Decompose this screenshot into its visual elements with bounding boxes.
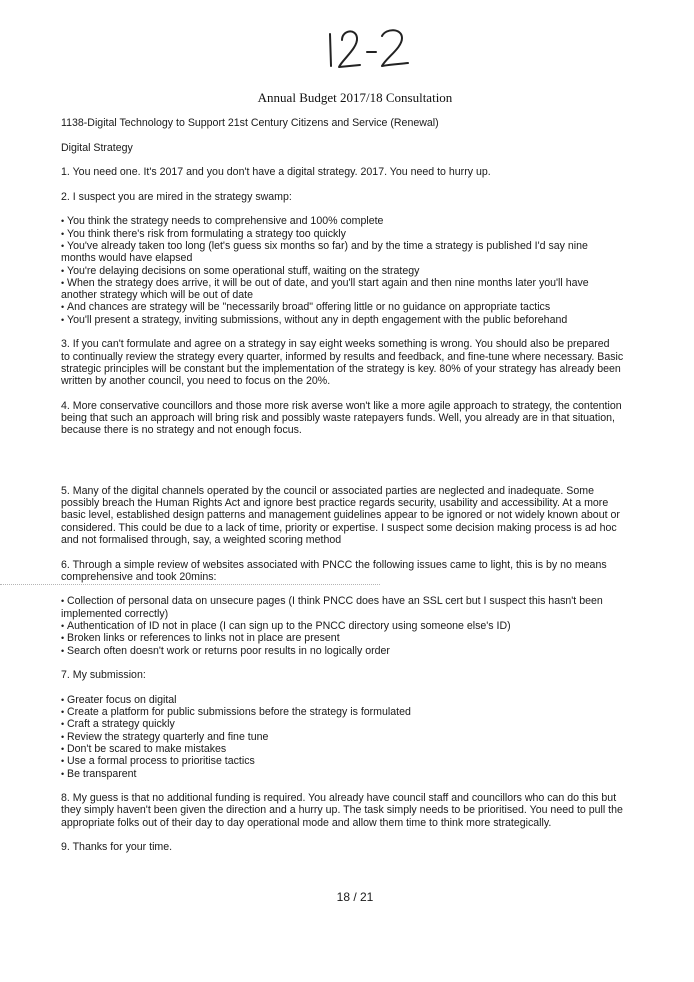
- paragraph-6-line: 6. Through a simple review of websites associated with PNCC the following issues came to light, this is by no means: [61, 558, 607, 571]
- handwritten-page-mark: [324, 26, 414, 70]
- paragraph-5-line: 5. Many of the digital channels operated by the council or associated parties are neglected and inadequate. Some: [61, 484, 594, 497]
- scan-artifact-dotted-line: [0, 584, 380, 585]
- list-item: • You think the strategy needs to comprehensive and 100% complete: [61, 215, 646, 227]
- list-item: • Greater focus on digital: [61, 694, 646, 706]
- paragraph-8-line: they simply haven't been given the direction and a hurry up. The task simply needs to be prioritised. You need to pull the: [61, 804, 623, 817]
- paragraph-9: 9. Thanks for your time.: [61, 841, 173, 854]
- list-item: • Search often doesn't work or returns poor results in no logically order: [61, 645, 646, 657]
- paragraph-8-line: 8. My guess is that no additional funding is required. You already have council staff and councillors who can do this but: [61, 792, 617, 805]
- paragraph-4-line: being that such an approach will bring risk and possibly waste ratepayers funds. Well, you already are in that situation,: [61, 412, 615, 425]
- list-item: • When the strategy does arrive, it will be out of date, and you'll start again and then nine months later you'll have: [61, 277, 646, 289]
- topic-heading: Digital Strategy: [61, 141, 133, 154]
- page-number: 18 / 21: [336, 890, 374, 904]
- paragraph-3-line: strategic principles will be constant but the implementation of the strategy is key. 80% of your strategy has already been: [61, 362, 621, 375]
- list-item: • Be transparent: [61, 768, 646, 780]
- list-item: • And chances are strategy will be "necessarily broad" offering little or no guidance on appropriate tactics: [61, 301, 646, 313]
- paragraph-2: 2. I suspect you are mired in the strategy swamp:: [61, 190, 292, 203]
- paragraph-3-line: to continually review the strategy every quarter, informed by results and feedback, and fine-tune where necessary. Basic: [61, 350, 624, 363]
- list-item: • You're delaying decisions on some operational stuff, waiting on the strategy: [61, 265, 646, 277]
- paragraph-3-line: written by another council, you need to focus on the 20%.: [61, 375, 331, 388]
- submission-reference: 1138-Digital Technology to Support 21st Century Citizens and Service (Renewal): [61, 117, 439, 129]
- paragraph-7: 7. My submission:: [61, 669, 146, 682]
- paragraph-5-line: considered. This could be due to a lack of time, priority or expertise. I suspect some decision making process is ad hoc: [61, 521, 617, 534]
- paragraph-5-line: possibly breach the Human Rights Act and ignore best practice regards security, usability and accessibility. At a more: [61, 497, 609, 510]
- list-item: • Broken links or references to links not in place are present: [61, 632, 646, 644]
- list-item: • You'll present a strategy, inviting submissions, without any in depth engagement with the public beforehand: [61, 314, 646, 326]
- list-item: • Don't be scared to make mistakes: [61, 743, 646, 755]
- list-item: • Authentication of ID not in place (I can sign up to the PNCC directory using someone else's ID): [61, 620, 646, 632]
- list-item: • You think there's risk from formulating a strategy too quickly: [61, 228, 646, 240]
- list-item: • You've already taken too long (let's guess six months so far) and by the time a strategy is published I'd say nine: [61, 240, 646, 252]
- list-item: • Craft a strategy quickly: [61, 718, 646, 730]
- handwritten-mark-drawing: [324, 26, 414, 70]
- paragraph-6-line: comprehensive and took 20mins:: [61, 570, 217, 583]
- paragraph-5-line: and not formalised through, say, a weighted scoring method: [61, 533, 342, 546]
- paragraph-4-line: 4. More conservative councillors and those more risk averse won't like a more agile approach to strategy, the contention: [61, 399, 622, 412]
- document-body: [61, 117, 646, 854]
- list-item: • Collection of personal data on unsecure pages (I think PNCC does have an SSL cert but I suspect this hasn't been: [61, 595, 646, 607]
- list-item-continuation: months would have elapsed: [61, 252, 193, 265]
- paragraph-1: 1. You need one. It's 2017 and you don't have a digital strategy. 2017. You need to hurry up.: [61, 166, 491, 179]
- list-item-continuation: implemented correctly): [61, 607, 169, 620]
- paragraph-3-line: 3. If you can't formulate and agree on a strategy in say eight weeks something is wrong. You should also be prepared: [61, 338, 610, 351]
- list-item: • Create a platform for public submissions before the strategy is formulated: [61, 706, 646, 718]
- list-item: • Use a formal process to prioritise tactics: [61, 755, 646, 767]
- handwritten-mark-text: [414, 26, 415, 27]
- paragraph-8-line: appropriate folks out of their day to day operational mode and allow them time to think more strategically.: [61, 816, 552, 829]
- document-title: Annual Budget 2017/18 Consultation: [257, 90, 453, 105]
- list-item: • Review the strategy quarterly and fine tune: [61, 731, 646, 743]
- list-item-continuation: another strategy which will be out of date: [61, 289, 253, 302]
- paragraph-5-line: basic level, established design patterns and management guidelines appear to be ignored or not widely known about or: [61, 509, 620, 522]
- paragraph-4-line: because there is no strategy and not enough focus.: [61, 424, 302, 437]
